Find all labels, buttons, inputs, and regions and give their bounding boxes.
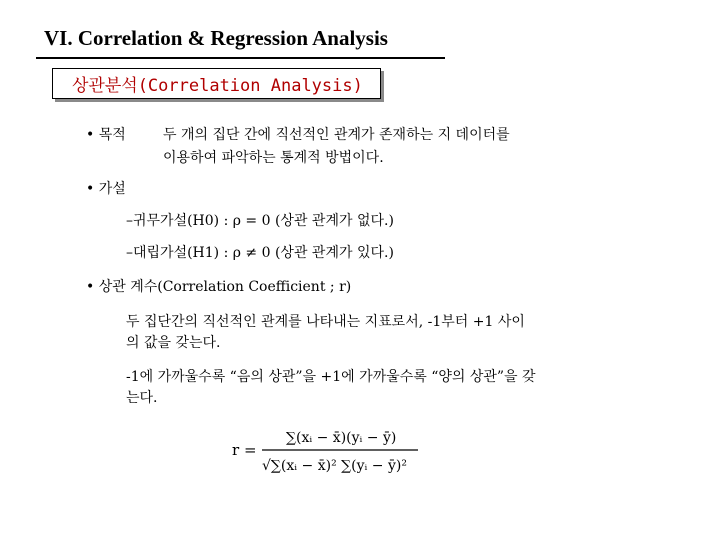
coefficient-desc2-line2: 는다.: [126, 390, 158, 406]
null-hypothesis: –귀무가설(H0) : ρ = 0 (상관 관계가 없다.): [126, 213, 394, 229]
page-title: VI. Correlation & Regression Analysis: [44, 26, 388, 50]
purpose-text-line2: 이용하여 파악하는 통계적 방법이다.: [163, 150, 384, 166]
purpose-label: • 목적: [86, 127, 126, 143]
correlation-formula: [226, 422, 426, 484]
coefficient-desc1-line2: 의 값을 갖는다.: [126, 335, 221, 351]
alternative-hypothesis: –대립가설(H1) : ρ ≠ 0 (상관 관계가 있다.): [126, 245, 394, 261]
subtitle: 상관분석(Correlation Analysis): [72, 76, 363, 96]
hypothesis-label: • 가설: [86, 181, 126, 197]
coefficient-desc1-line1: 두 집단간의 직선적인 관계를 나타내는 지표로서, -1부터 +1 사이: [126, 314, 525, 330]
coefficient-desc2-line1: -1에 가까울수록 “음의 상관”을 +1에 가까울수록 “양의 상관”을 갖: [126, 369, 536, 385]
coefficient-label: • 상관 계수(Correlation Coefficient ; r): [86, 279, 352, 295]
purpose-text-line1: 두 개의 집단 간에 직선적인 관계가 존재하는 지 데이터를: [163, 127, 510, 143]
title-underline: [36, 57, 445, 59]
formula-numerator: ∑(xᵢ − x̄)(yᵢ − ȳ): [286, 430, 397, 446]
formula-denominator: √∑(xᵢ − x̄)² ∑(yᵢ − ȳ)²: [262, 458, 407, 474]
formula-r: r =: [232, 441, 257, 459]
